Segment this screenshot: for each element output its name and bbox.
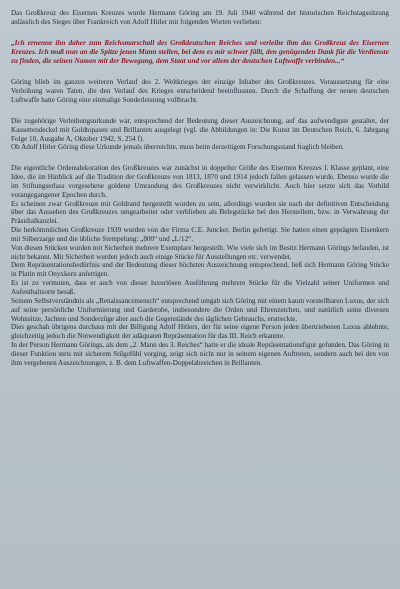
hitler-quote: „Ich ernenne ihn daher zum Reichsmarschall des Großdeutschen Reiches und verleihe ihm das Großkreuz des Eisernen Kreuzes. Ich muß nun an die Spitze jenen Mann stellen, bei dem es mir schwer fällt, den genügenden Dank für die Verdienste zu finden, die seinen Namen mit der Bewegung, dem Staat und vor allem der deutschen Luftwaffe verbinden...“: [11, 38, 389, 66]
paragraph-copies: Von diesen Stücken wurden mit Sicherheit mehrere Exemplare hergestellt. Wie viele sich im Besitz Hermann Görings befanden, ist nicht bekannt. Mit Sicherheit wurden jedoch auch einige Stücke für Ausstellungen etc. verwendet.: [11, 243, 389, 261]
paragraph-certificate: Die zugehörige Verleihungsurkunde war, entsprechend der Bedeutung dieser Auszeichnung, auf das aufwendigste gestaltet, der Kassettendeckel mit Goldtopasen und Brillanten ausgelegt (vgl. die Abbildungen in: Die Kunst im Deutschen Reich, 6. Jahrgang Folge 10, Ausgabe A, Oktober 1942, S. 254 f).: [11, 116, 389, 143]
paragraph-presentation-doubt: Ob Adolf Hitler Göring diese Urkunde jemals überreichte, muss beim derzeitigem Forschungsstand fraglich bleiben.: [11, 143, 344, 152]
paragraph-decoration-design: Die eigentliche Ordensdekoration des Großkreuzes war zunächst in doppelter Größe des Eisernen Kreuzes I. Klasse geplant, eine Idee, die im Hinblick auf die Tradition der Großkreuze von 1813, 1870 und 1914 jedoch fallen gelassen wurde. Ebenso wurde die im Stiftungserlass vorgesehene goldene Umrandung des Großkreuzes nicht verwirklicht. Auch hier setzte sich das Vorbild vorangegangener Epochen durch.: [11, 164, 389, 199]
paragraph-platinum: Dem Repräsentationsbedürfnis und der Bedeutung dieser höchsten Auszeichnung entsprechend, ließ sich Hermann Göring Stücke in Platin mit Onyxkern anfertigen.: [11, 261, 389, 279]
paragraph-renaissance: Seinem Selbstverständnis als „Renaissancemensch“ entsprechend umgab sich Göring mit einem kaum vorstellbaren Luxus, der sich auf seine persönliche Uniformierung und Garderobe, insbesondere die Orden und Ehrenzeichen, und natürlich seine diversen Wohnsitze, Jachten und Sonderzüge aber auch die Gegenstände des täglichen Gebrauchs, erstreckte.: [11, 296, 389, 323]
paragraph-gold-rim: Es scheinen zwar Großkreuze mit Goldrand hergestellt worden zu sein, allerdings wurden sie nach der definitiven Entscheidung über das Aussehen des Großkreuzes umgearbeitet oder verblieben als Belegstücke bei den Herstellern, bzw. in Verwahrung der Präsidialkanzlei.: [11, 199, 389, 226]
paragraph-luxury-version: Es ist zu vermuten, dass er auch von dieser luxuriösen Ausführung mehrere Stücke für die Vielzahl seiner Uniformen und Aufenthaltsorte besaß.: [11, 279, 389, 297]
paragraph-hitler-approval: Dies geschah übrigens durchaus mit der Billigung Adolf Hitlers, der für seine eigene Person jeden übertriebenen Luxus ablehnte, gleichzeitig jedoch die Notwendigkeit der adäquaten Repräsentation für das III. Reich erkannte.: [11, 323, 389, 341]
paragraph-sole-holder: Göring blieb im ganzen weiteren Verlauf des 2. Weltkrieges der einzige Inhaber des Großkreuzes. Voraussetzung für eine Verleihung waren Taten, die den Verlauf des Krieges entscheidend beeinflussten. Durch die Schaffung der neuen deutschen Luftwaffe hatte Göring eine einmalige Sonderleistung vollbracht.: [11, 78, 389, 104]
paragraph-representation: In der Person Hermann Görings, als dem „2. Mann des 3. Reiches“ hatte er die ideale Repräsentationsfigur gefunden. Das Göring in dieser Funktion stets mit sicherem Stilgefühl vorging, zeigt sich nicht nur in seinem eigenen Auftreten, sondern auch bei den von ihm vergebenen Auszeichnungen, z. B. dem Luftwaffen-Doppelabzeichen in Brillanten.: [11, 341, 389, 367]
intro-paragraph: Das Großkreuz des Eisernen Kreuzes wurde Hermann Göring am 19. Juli 1940 während der historischen Reichstagssitzung anlässlich des Sieges über Frankreich von Adolf Hitler mit folgenden Worten verliehen:: [11, 9, 389, 26]
paragraph-juncker: Die herkömmlichen Großkreuze 1939 wurden von der Firma C.E. Juncker, Berlin gefertigt. Sie hatten einen geprägten Eisenkern mit Silberzarge und die übliche Stempelung: „800“ und „L/12“.: [11, 226, 389, 243]
